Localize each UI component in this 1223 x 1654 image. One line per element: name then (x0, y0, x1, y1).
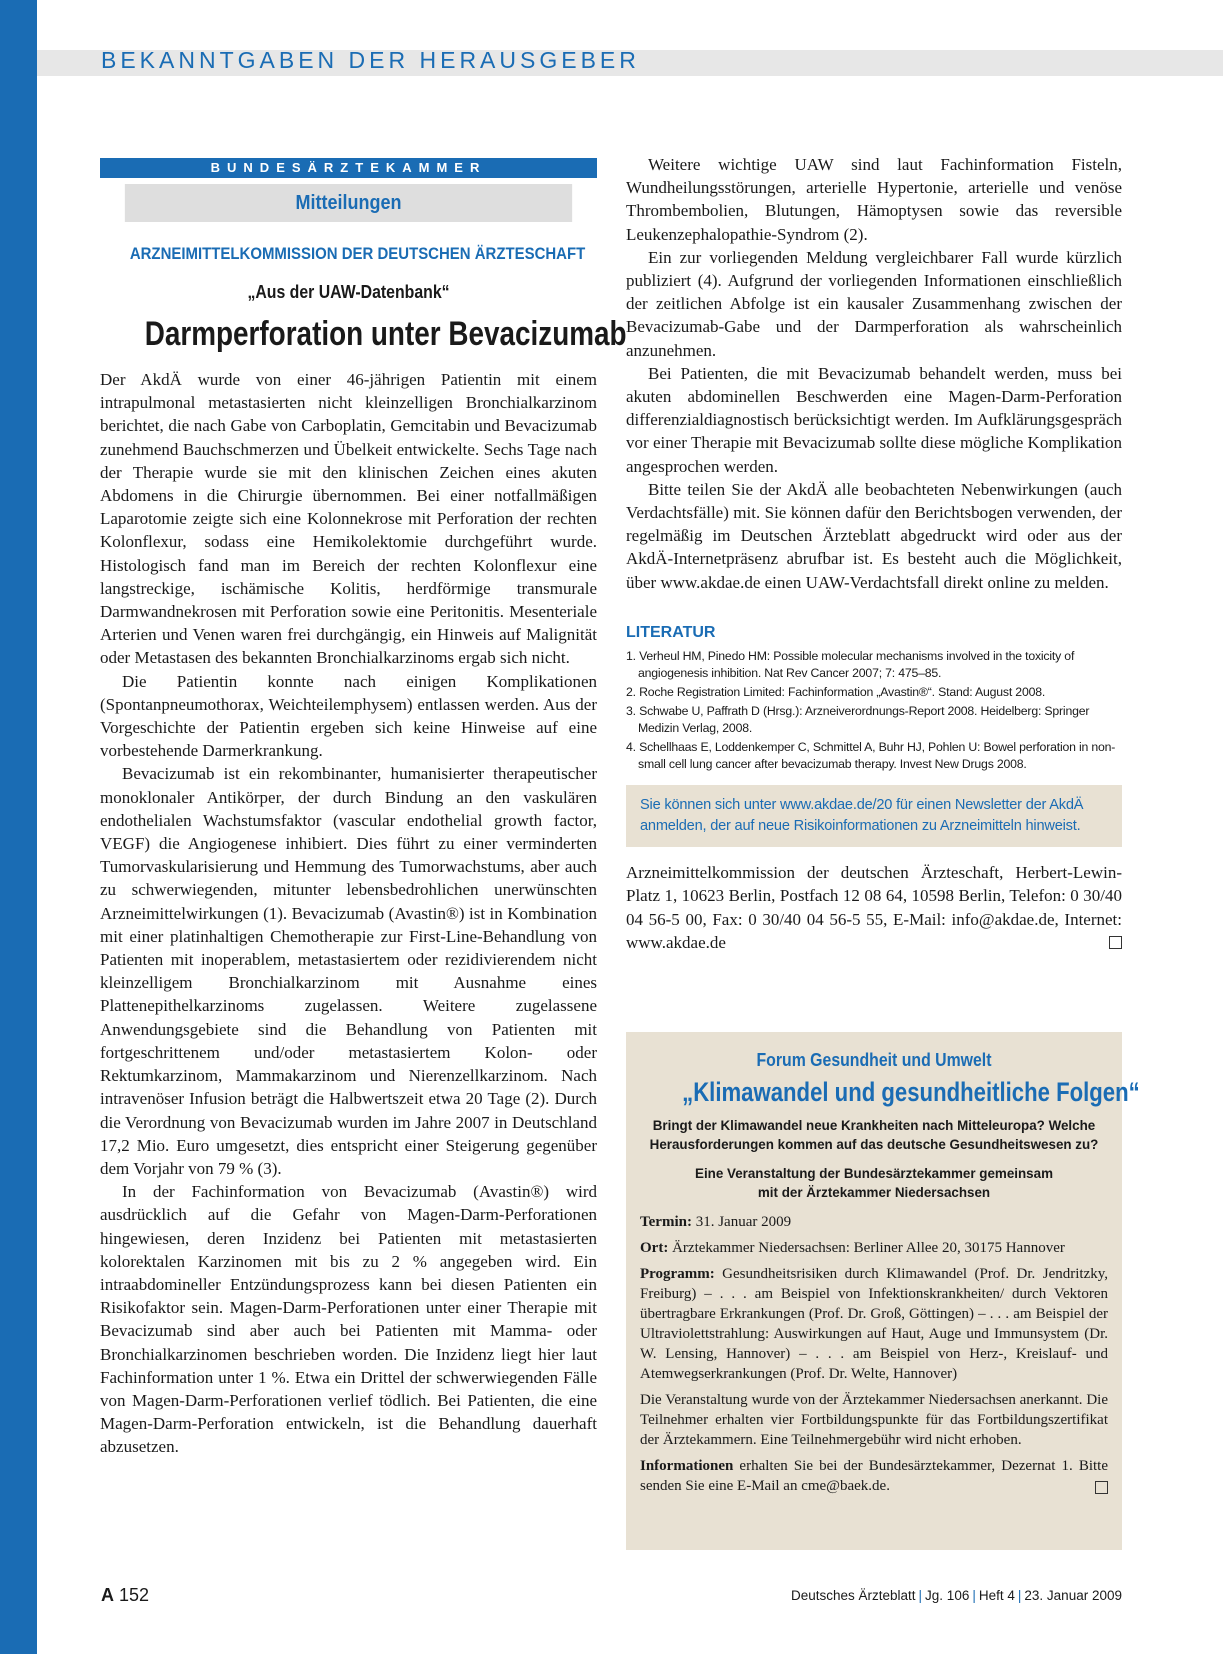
article-kicker: „Aus der UAW-Datenbank“ (247, 282, 450, 302)
banner-mitteilungen: Mitteilungen (125, 184, 572, 222)
banner-bundesaerztekammer: BUNDESÄRZTEKAMMER (100, 158, 597, 178)
termin-label: Termin: (640, 1214, 692, 1230)
event-program (640, 1264, 1108, 1384)
separator: | (972, 1588, 976, 1603)
event-title: „Klimawandel und gesundheitliche Folgen“ (682, 1077, 1140, 1107)
sidebar-stripe (0, 0, 37, 1654)
organizer-line: mit der Ärztekammer Niedersachsen (757, 1185, 991, 1200)
section-label: BEKANNTGABEN DER HERAUSGEBER (101, 47, 640, 73)
article-body-continued (626, 153, 1122, 594)
reference-item: 1. Verheul HM, Pinedo HM: Possible molecular mechanisms involved in the toxicity of angiogenesis inhibition. Nat Rev Cancer 2007; 7: 475–85. (626, 648, 1075, 680)
event-info (640, 1456, 1108, 1496)
paragraph: Weitere wichtige UAW sind laut Fachinformation Fisteln, Wundheilungsstörungen, arterielle Hypertonie, arterielle und venöse Thrombembolien, Blutungen, Hämoptysen sowie das reversible Leukenzephalopathie-Syndrom (2). (626, 155, 1122, 244)
event-box (626, 1032, 1140, 1550)
literature-heading: LITERATUR (626, 623, 716, 641)
contact-address (626, 861, 1122, 955)
event-subtitle: Bringt der Klimawandel neue Krankheiten nach Mitteleuropa? Welche Herausforderungen kommen auf das deutsche Gesundheitswesen zu? (649, 1118, 1099, 1152)
article-body (100, 368, 597, 1459)
newsletter-box: Sie können sich unter www.akdae.de/20 für einen Newsletter der AkdÄ anmelden, der auf neue Risikoinformationen zu Arzneimitteln hinweist. (626, 785, 1122, 847)
organizer-line: Eine Veranstaltung der Bundesärztekammer gemeinsam (695, 1166, 1053, 1181)
reference-list (626, 648, 1122, 773)
ort-value: Ärztekammer Niedersachsen: Berliner Allee 20, 30175 Hannover (668, 1240, 1065, 1256)
reference-item: 2. Roche Registration Limited: Fachinformation „Avastin®“. Stand: August 2008. (626, 684, 1046, 699)
right-column (626, 153, 1122, 955)
left-column (100, 158, 627, 1459)
event-organizer (640, 1164, 1108, 1202)
end-mark-icon (1109, 936, 1122, 949)
programm-label: Programm: (640, 1266, 715, 1282)
journal-name: Deutsches Ärzteblatt (790, 1588, 916, 1603)
termin-value: 31. Januar 2009 (691, 1214, 792, 1230)
article-organization: ARZNEIMITTELKOMMISSION DER DEUTSCHEN ÄRZTESCHAFT (129, 244, 586, 263)
paragraph: In der Fachinformation von Bevacizumab (Avastin®) wird ausdrücklich auf die Gefahr von Magen-Darm-Perforationen hingewiesen, deren Inzidenz bei Patienten mit metastasierten kolorektalen Karzinomen mit bis zu 2 % angegeben wird. Ein intraabdomineller Entzündungsprozess kann bei diesen Patienten ein Risikofaktor sein. Magen-Darm-Perforationen unter einer Therapie mit Bevacizumab sind aber auch bei Patienten mit Mamma- oder Bronchialkarzinomen beschrieben worden. Die Inzidenz liegt hier laut Fachinformation unter 1 %. Etwa ein Drittel der schwerwiegenden Fälle von Magen-Darm-Perforationen verlief tödlich. Bei Patienten, die eine Magen-Darm-Perforation entwickeln, ist die Behandlung dauerhaft abzusetzen. (100, 1182, 597, 1457)
paragraph: Bitte teilen Sie der AkdÄ alle beobachteten Nebenwirkungen (auch Verdachtsfälle) mit. Sie können dafür den Berichtsbogen verwenden, der regelmäßig im Deutschen Ärzteblatt abgedruckt wird oder aus der AkdÄ-Internetpräsenz abrufbar ist. Es besteht auch die Möglichkeit, über www.akdae.de einen UAW-Verdachtsfall direkt online zu melden. (626, 479, 1122, 592)
paragraph: Bei Patienten, die mit Bevacizumab behandelt werden, muss bei akuten abdominellen Beschwerden eine Magen-Darm-Perforation differenzialdiagnostisch berücksichtigt werden. Im Aufklärungsgespräch vor einer Therapie mit Bevacizumab sollte diese mögliche Komplikation angesprochen werden. (626, 363, 1122, 476)
journal-issue: Heft 4 (978, 1588, 1015, 1603)
article-title: Darmperforation unter Bevacizumab (144, 315, 627, 353)
separator: | (918, 1588, 923, 1603)
page-number-value: 152 (114, 1585, 150, 1605)
journal-date: 23. Januar 2009 (1024, 1588, 1122, 1603)
reference-item: 4. Schellhaas E, Loddenkemper C, Schmittel A, Buhr HJ, Pohlen U: Bowel perforation in non-small cell lung cancer after bevacizumab therapy. Invest New Drugs 2008. (626, 739, 1116, 771)
end-mark-icon (1095, 1481, 1108, 1494)
paragraph: Ein zur vorliegenden Meldung vergleichbarer Fall wurde kürzlich publiziert (4). Aufgrund der vorliegenden Informationen einschließlich der zeitlichen Abfolge ist ein kausaler Zusammenhang zwischen der Bevacizumab-Gabe und der Darmperforation als wahrscheinlich anzunehmen. (626, 247, 1122, 360)
separator: | (1017, 1588, 1022, 1603)
event-date (640, 1212, 1108, 1232)
info-value: erhalten Sie bei der Bundesärztekammer, Dezernat 1. Bitte senden Sie eine E-Mail an cme@baek.de. (640, 1458, 1108, 1494)
ort-label: Ort: (640, 1240, 669, 1256)
journal-footer (791, 1588, 1122, 1603)
info-label: Informationen (640, 1458, 734, 1474)
journal-volume: Jg. 106 (925, 1588, 970, 1603)
event-location (640, 1238, 1108, 1258)
programm-value: Gesundheitsrisiken durch Klimawandel (Prof. Dr. Jendritzky, Freiburg) – . . . am Beispiel von Infektionskrankheiten/ durch Vektoren übertragbare Erkrankungen (Prof. Dr. Groß, Göttingen) – . . . am Beispiel der Ultraviolettstrahlung: Auswirkungen auf Haut, Auge und Immunsystem (Dr. W. Lensing, Hannover) – . . . am Beispiel von Herz-, Kreislauf- und Atemwegserkrankungen (Prof. Dr. Welte, Hannover) (640, 1266, 1108, 1382)
paragraph: Der AkdÄ wurde von einer 46-jährigen Patientin mit einem intrapulmonal metastasierten nicht kleinzelligen Bronchialkarzinom berichtet, die nach Gabe von Carboplatin, Gemcitabin und Bevacizumab zunehmend Bauchschmerzen und Übelkeit entwickelte. Sechs Tage nach der Therapie wurde sie mit den klinischen Zeichen eines akuten Abdomens in die Chirurgie übernommen. Bei einer notfallmäßigen Laparotomie zeigte sich eine Kolonnekrose mit Perforation der rechten Kolonflexur, sodass eine Hemikolektomie durchgeführt wurde. Histologisch fand man im Bereich der rechten Kolonflexur eine langstreckige, ischämische Kolitis, herdförmige transmurale Darmwandnekrosen mit Perforation sowie eine Peritonitis. Mesenteriale Arterien und Venen waren frei durchgängig, ein Hinweis auf Malignität oder Metastasen des bekannten Bronchialkarzinoms ergab sich nicht. (100, 370, 597, 668)
paragraph: Die Patientin konnte nach einigen Komplikationen (Spontanpneumothorax, Weichteilemphysem) entlassen werden. Aus der Vorgeschichte der Patientin ergeben sich keine Hinweise auf eine vorbestehende Darmerkrankung. (100, 671, 597, 761)
reference-item: 3. Schwabe U, Paffrath D (Hrsg.): Arzneiverordnungs-Report 2008. Heidelberg: Springer Medizin Verlag, 2008. (626, 703, 1090, 735)
event-credits: Die Veranstaltung wurde von der Ärztekammer Niedersachsen anerkannt. Die Teilnehmer erhalten vier Fortbildungspunkte für das Fortbildungszertifikat der Ärztekammern. Eine Teilnehmergebühr wird nicht erhoben. (640, 1392, 1108, 1448)
address-text: Arzneimittelkommission der deutschen Ärzteschaft, Herbert-Lewin-Platz 1, 10623 Berlin, Postfach 12 08 64, 10598 Berlin, Telefon: 0 30/40 04 56-5 00, Fax: 0 30/40 04 56-5 55, E-Mail: info@akdae.de, Internet: www.akdae.de (626, 862, 1122, 953)
page-prefix: A (101, 1585, 114, 1605)
page-number (101, 1585, 149, 1606)
paragraph: Bevacizumab ist ein rekombinanter, humanisierter therapeutischer monoklonaler Antikörper, der durch Bindung an den vaskulären endothelialen Wachstumsfaktor (vascular endothelial growth factor, VEGF) die Angiogenese inhibiert. Dies führt zu einer verminderten Tumorvaskularisierung und Hemmung des Tumorwachstums, aber auch zu schwerwiegenden, mitunter lebensbedrohlichen unerwünschten Arzneimittelwirkungen (1). Bevacizumab (Avastin®) ist in Kombination mit einer platinhaltigen Chemotherapie zur First-Line-Behandlung von Patienten mit inoperablem, metastasiertem oder rezidivierendem nicht kleinzelligem Bronchialkarzinom mit Ausnahme eines Plattenepithelkarzinoms zugelassen. Weitere zugelassene Anwendungsgebiete sind die Behandlung von Patienten mit fortgeschrittenem und/oder metastasiertem Kolon- oder Rektumkarzinom, Mammakarzinom und Nierenzellkarzinom. Nach intravenöser Infusion beträgt die Halbwertszeit etwa 20 Tage (2). Durch die Verordnung von Bevacizumab wurden im Jahre 2007 in Deutschland 17,2 Mio. Euro umgesetzt, dies entspricht einer Steigerung gegenüber dem Vorjahr von 79 % (3). (100, 764, 597, 1178)
event-kicker: Forum Gesundheit und Umwelt (756, 1050, 992, 1070)
